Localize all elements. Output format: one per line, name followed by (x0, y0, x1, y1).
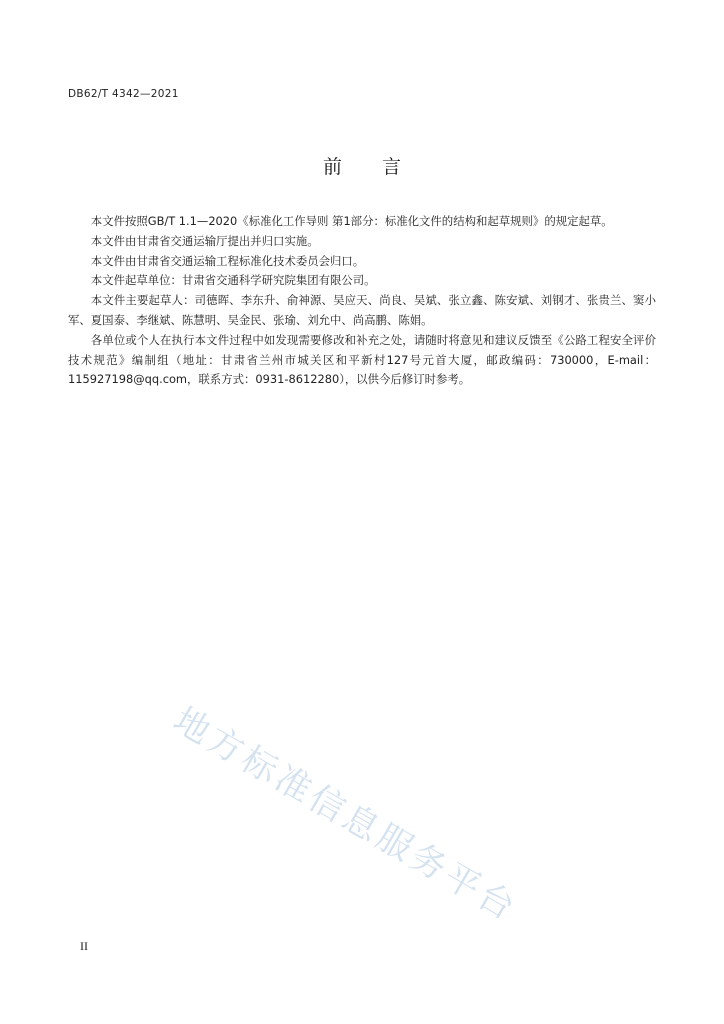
preface-paragraph: 本文件主要起草人：司德晖、李东升、俞神源、吴应天、尚良、吴斌、张立鑫、陈安斌、刘钢才、张贵兰、窦小军、夏国泰、李继斌、陈慧明、吴金民、张瑜、刘允中、尚高鹏、陈娟。 (68, 293, 656, 327)
watermark: 地方标准信息服务平台 (166, 700, 525, 930)
preface-paragraph: 本文件按照GB/T 1.1—2020《标准化工作导则 第1部分：标准化文件的结构和起草规则》的规定起草。 (90, 214, 613, 228)
preface-paragraph: 各单位或个人在执行本文件过程中如发现需要修改和补充之处，请随时将意见和建议反馈至《公路工程安全评价技术规范》编制组（地址：甘肃省兰州市城关区和平新村127号元首大厦，邮政编码：730000，E-mail：115927198@qq.com，联系方式：0931-8612280），以供今后修订时参考。 (68, 332, 656, 387)
page-title: 前言 (322, 156, 441, 178)
preface-paragraph: 本文件由甘肃省交通运输工程标准化技术委员会归口。 (90, 253, 365, 268)
preface-body (68, 212, 656, 390)
preface-paragraph: 本文件起草单位：甘肃省交通科学研究院集团有限公司。 (90, 273, 376, 288)
preface-paragraph: 本文件由甘肃省交通运输厅提出并归口实施。 (90, 233, 319, 248)
page-number: II (80, 939, 88, 953)
document-code: DB62/T 4342—2021 (68, 88, 179, 100)
